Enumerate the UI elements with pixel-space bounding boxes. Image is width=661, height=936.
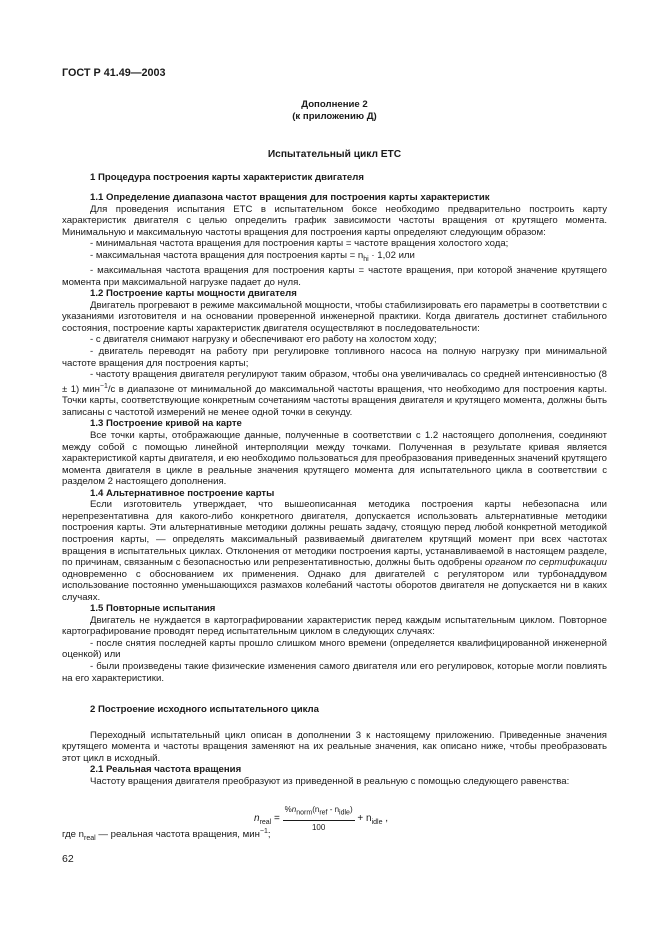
subsection-1-4-title: 1.4 Альтернативное построение карты <box>90 487 275 499</box>
list-item: - максимальная частота вращения для построения карты = $n_{hi} \cdot 1,02$ или <box>90 249 415 263</box>
standard-code: ГОСТ Р 41.49—2003 <box>62 67 166 79</box>
page-number: 62 <box>62 853 74 865</box>
list-item: - после снятия последней карты прошло слишком много времени (определяется квалифицированной инженерной оценкой) или <box>62 637 607 661</box>
list-item: - двигатель переводят на работу при регулировке топливного насоса на полную нагрузку при минимальной частоте вращения для построения карты; <box>62 346 607 369</box>
paragraph: Все точки карты, отображающие данные, полученные в соответствии с 1.2 настоящего дополнения, соединяют между собой с помощью линейной интерполяции между точками. Полученная в результате кривая является характеристикой карты двигателя, и ею необходимо пользоваться для преобразования приведенных значений крутящего момента двигателя в цикле в реальные значения крутящего момента для испытательного цикла в соответствии с разделом 2 настоящего дополнения. <box>62 430 607 488</box>
paragraph: Частоту вращения двигателя преобразуют из приведенной в реальную с помощью следующего равенства: <box>90 775 570 787</box>
subsection-1-3-title: 1.3 Построение кривой на карте <box>90 418 242 430</box>
paragraph: Двигатель прогревают в режиме максимальной мощности, чтобы стабилизировать его параметры в соответствии с указаниями изготовителя и на основании проверенной инженерной практики. Когда двигатель достигнет стабильного состояния, построение карты характеристик двигателя осуществляют в последовательности: <box>62 299 607 334</box>
formula-legend: где $n_{real}$ — реальная частота вращения, мин$^{-1}$; <box>62 828 271 843</box>
paragraph: Если изготовитель утверждает, что вышеописанная методика построения карты небезопасна или нерепрезентативна для какого-либо конкретного двигателя, допускается использовать альтернативные методики построения карты. Эти альтернативные методики должны решать задачу, стоящую перед любой конкретной методикой построения карты, — определять максимальный развиваемый двигателем крутящий момент при всех частотах вращения в испытательных циклах. Отклонения от методики построения карты, устанавливаемой в настоящем разделе, по причинам, связанным с безопасностью или репрезентативностью, должны быть одобрены органом по сертификации одновременно с обоснованием их применения. Однако для двигателей с регулятором или турбонаддувом использование постоянно уменьшающихся размахов колебаний частоты оборотов двигателя не допускается ни в каких случаях. <box>62 499 607 603</box>
section-2-title: 2 Построение исходного испытательного цикла <box>90 704 319 715</box>
speed-conversion-formula: $n_{real}$ = $\frac{\%n_{norm}(n_{ref} - n_{idle})}{100}$ + $n_{idle}$ , <box>254 805 389 832</box>
list-item: - были произведены такие физические изменения самого двигателя или его регулировок, которые могли повлиять на его характеристики. <box>62 660 607 684</box>
list-item: - минимальная частота вращения для построения карты = частоте вращения холостого хода; <box>90 238 509 250</box>
appendix-heading: Испытательный цикл ЕТС <box>267 149 402 160</box>
paragraph: Двигатель не нуждается в картографировании характеристик перед каждым испытательным циклом. Повторное картографирование проводят перед испытательным циклом в следующих случаях: <box>62 614 607 638</box>
section-1-body <box>62 192 607 684</box>
formula-fraction: $\frac{\%n_{norm}(n_{ref} - n_{idle})}{100}$ <box>284 805 353 832</box>
paragraph: Для проведения испытания ЕТС в испытательном боксе необходимо предварительно построить карту характеристик двигателя с целью определить график зависимости частоты вращения от крутящего момента. Минимальную и максимальную частоты вращения для построения карты определяют следующим образом: <box>62 203 607 238</box>
list-item: - с двигателя снимают нагрузку и обеспечивают его работу на холостом ходу; <box>90 334 437 346</box>
appendix-title: Дополнение 2 <box>301 99 368 110</box>
paragraph: Переходный испытательный цикл описан в дополнении 3 к настоящему приложению. Приведенные значения крутящего момента и частоты вращения заменяют на их реальные значения, как описано ниже, чтобы преобразовать этот цикл в исходный. <box>62 729 607 764</box>
list-item: - максимальная частота вращения для построения карты = частоте вращения, при которой значение крутящего момента при максимальной нагрузке падает до нуля. <box>62 265 607 288</box>
section-1-title: 1 Процедура построения карты характеристик двигателя <box>90 172 364 183</box>
subsection-2-1-title: 2.1 Реальная частота вращения <box>90 764 242 776</box>
subsection-1-1-title: 1.1 Определение диапазона частот вращения для построения карты характеристик <box>90 192 490 203</box>
appendix-reference: (к приложению Д) <box>292 111 377 122</box>
subsection-1-5-title: 1.5 Повторные испытания <box>90 603 216 615</box>
list-item: - частоту вращения двигателя регулируют таким образом, чтобы она увеличивалась со средней интенсивностью (8 ± 1) мин$^{-1}$/с в диапазоне от минимальной до максимальной частоты вращения, что необходимо для построения карты. Точки карты, соответствующие конкретным сочетаниям частоты вращения двигателя и крутящего момента, должны быть записаны с частотой измерений не менее одной точки в секунду. <box>62 369 607 418</box>
subsection-1-2-title: 1.2 Построение карты мощности двигателя <box>90 288 297 300</box>
section-2-body <box>62 704 607 787</box>
